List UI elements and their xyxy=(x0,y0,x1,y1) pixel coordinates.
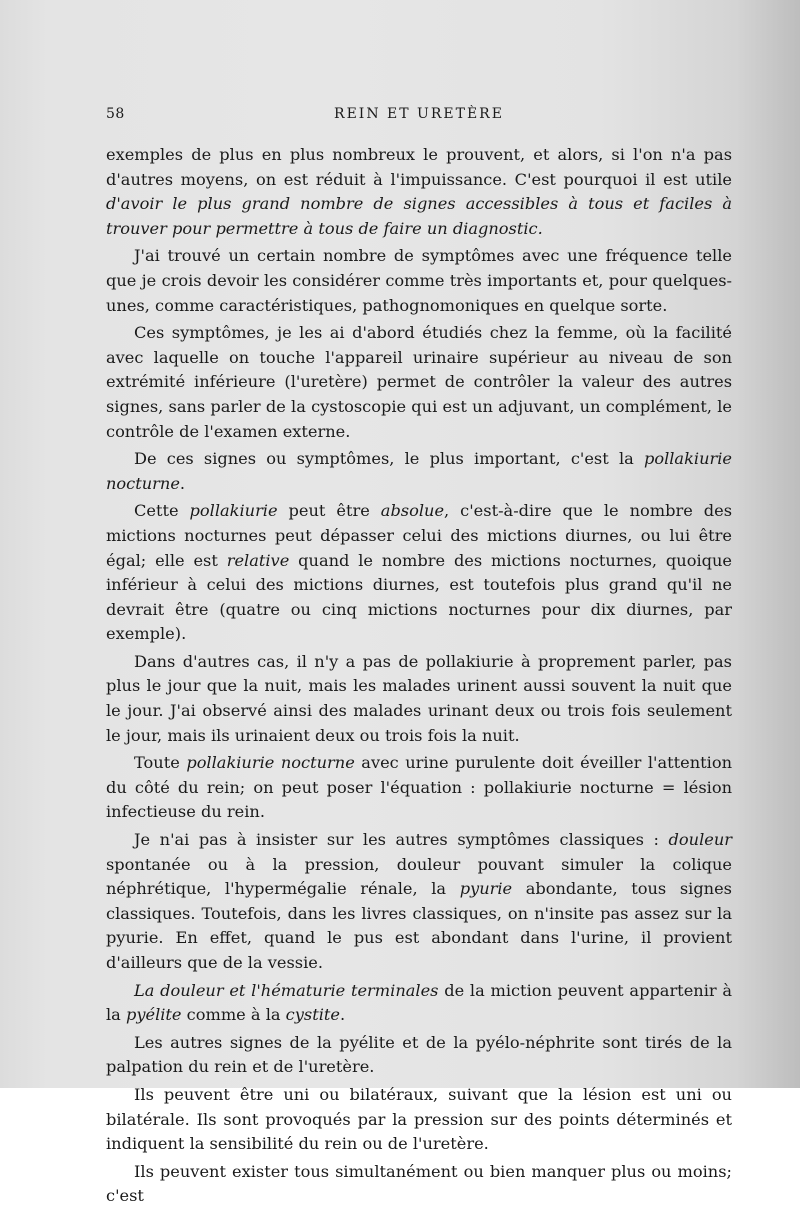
text-run: exemples de plus en plus nombreux le prouvent, et alors, si l'on n'a pas d'autres moyens, on est réduit à l'impuissance. C'est pourquoi il est utile xyxy=(106,145,732,189)
text-run: J'ai trouvé un certain nombre de symptômes avec une fréquence telle que je crois devoir les considérer comme très importants et, pour quelques-unes, comme caractéristiques, pathognomoniques en quelque sorte. xyxy=(106,246,732,315)
text-run: De ces signes ou symptômes, le plus important, c'est la xyxy=(134,449,644,469)
italic-text: absolue xyxy=(380,501,445,521)
paragraph xyxy=(106,1083,732,1157)
text-run: de la miction peuvent appartenir à la xyxy=(106,980,733,1025)
text-run: quand le nombre des mictions nocturnes, quoique inférieur à celui des mictions diurnes, est toutefois plus grand qu'il ne devrait être (quatre ou cinq mictions nocturnes pour dix diurnes, par exemple). xyxy=(106,550,732,644)
italic-text: pyurie xyxy=(459,879,513,899)
text-run: Toute xyxy=(134,753,187,773)
paragraph xyxy=(106,751,732,825)
text-run: Dans d'autres cas, il n'y a pas de pollakiurie à proprement parler, pas plus le jour que la nuit, mais les malades urinent aussi souvent la nuit que le jour. J'ai observé ainsi des malades urinant deux ou trois fois seulement le jour, mais ils urinaient deux ou trois fois la nuit. xyxy=(106,651,732,745)
text-run: comme à la xyxy=(181,1005,286,1025)
text-run: avec urine purulente doit éveiller l'attention du côté du rein; on peut poser l'équation : pollakiurie nocturne = lésion infectieuse du rein. xyxy=(106,753,732,822)
page-number: 58 xyxy=(106,106,125,122)
text-run: Ils peuvent être uni ou bilatéraux, suivant que la lésion est uni ou bilatérale. Ils sont provoqués par la pression sur des points déterminés et indiquent la sensibilité du rein ou de l'uretère. xyxy=(106,1084,732,1154)
text-run: , c'est-à-dire que le nombre des mictions nocturnes peut dépasser celui des mictions diurnes, ou lui être égal; elle est xyxy=(106,501,733,570)
paragraph xyxy=(106,244,732,318)
italic-text: d'avoir le plus grand nombre de signes accessibles à tous et faciles à trouver pour permettre à tous de faire un diagnostic. xyxy=(106,194,732,238)
text-run: Cette xyxy=(134,501,190,521)
text-run: Ces symptômes, je les ai d'abord étudiés chez la femme, où la facilité avec laquelle on touche l'appareil urinaire supérieur au niveau de son extrémité inférieure (l'uretère) permet de contrôler la valeur des autres signes, sans parler de la cystoscopie qui est un adjuvant, un complément, le contrôle de l'examen externe. xyxy=(106,323,732,441)
italic-text: relative xyxy=(226,550,290,570)
paragraph xyxy=(106,1160,732,1209)
text-run: . xyxy=(179,473,186,493)
italic-text: douleur xyxy=(668,830,732,850)
page-header xyxy=(106,106,732,126)
italic-text: pollakiurie xyxy=(189,501,278,521)
italic-text: pollakiurie nocturne xyxy=(106,449,732,493)
paragraph xyxy=(106,979,732,1028)
paragraph xyxy=(106,1031,732,1080)
paragraph xyxy=(106,650,732,748)
running-title: REIN ET URETÈRE xyxy=(334,106,504,122)
text-run: Les autres signes de la pyélite et de la pyélo-néphrite sont tirés de la palpation du rein et de l'uretère. xyxy=(106,1032,732,1077)
paragraph xyxy=(106,447,732,496)
paragraph xyxy=(106,321,732,444)
italic-text: pollakiurie nocturne xyxy=(186,753,355,773)
italic-text: cystite xyxy=(285,1005,340,1025)
italic-text: pyélite xyxy=(125,1005,182,1025)
italic-text: La douleur et l'hématurie terminales xyxy=(134,980,439,1000)
paragraph xyxy=(106,828,732,976)
text-run: abondante, tous signes classiques. Toutefois, dans les livres classiques, on n'insite pas assez sur la pyurie. En effet, quand le pus est abondant dans l'urine, il provient d'ailleurs que de la vessie. xyxy=(106,879,732,972)
text-run: peut être xyxy=(277,501,381,521)
text-run: . xyxy=(339,1005,346,1025)
body-text xyxy=(106,143,732,1212)
text-run: Ils peuvent exister tous simultanément ou bien manquer plus ou moins; c'est xyxy=(106,1161,732,1206)
paragraph xyxy=(106,499,732,647)
text-run: spontanée ou à la pression, douleur pouvant simuler la colique néphrétique, l'hypermégalie rénale, la xyxy=(106,854,732,899)
text-run: Je n'ai pas à insister sur les autres symptômes classiques : xyxy=(134,830,669,850)
paragraph xyxy=(106,143,732,241)
